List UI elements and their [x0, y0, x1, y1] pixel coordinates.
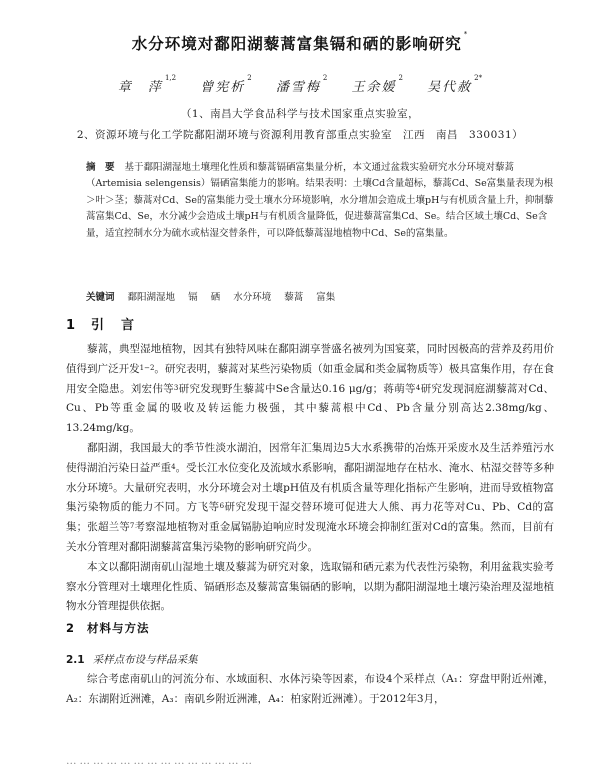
methods-body: [66, 670, 554, 710]
author: 章 萍$^{1,2}$: [117, 74, 177, 95]
section-heading-introduction: 1 引 言: [66, 318, 137, 333]
abstract-label: 摘 要: [86, 162, 115, 173]
author: 潘雪梅$^2$: [275, 74, 328, 95]
author: 曾宪析$^2$: [200, 74, 252, 95]
paragraph: 本文以鄱阳湖南矶山湿地土壤及藜蒿为研究对象，选取镉和硒元素为代表性污染物，利用盆栽实验考察水分管理对土壤理化性质、镉硒形态及藜蒿富集镉硒的影响，以期为鄱阳湖湿地土壤污染治理及湿地植物水分管理提供依据。: [66, 560, 554, 613]
author: 吴代赦$^{2*}$: [427, 74, 483, 95]
keyword: 硒: [210, 292, 221, 303]
keywords-label: 关键词: [86, 292, 115, 303]
keywords: [86, 291, 554, 305]
introduction-body: [66, 340, 554, 617]
title-footnote-mark: *: [463, 30, 469, 38]
section-heading-methods: 2 材料与方法: [66, 621, 150, 635]
author-list: [0, 76, 600, 95]
affiliation-1: （1、南昌大学食品科学与技术国家重点实验室，: [180, 108, 420, 120]
keyword: 鄱阳湖湿地: [127, 292, 176, 303]
abstract-text: 基于鄱阳湖湿地土壤理化性质和藜蒿镉硒富集量分析，本文通过盆栽实验研究水分环境对藜蒿（Artemisia selengensis）镉硒富集能力的影响。结果表明：土壤Cd含量超标，藜蒿Cd、Se富集量表现为根＞叶＞茎；藜蒿对Cd、Se的富集能力受土壤水分环境影响，水分增加会造成土壤pH与有机质含量上升，抑制藜蒿富集Cd、Se，水分减少会造成土壤pH与有机质含量降低，促进藜蒿富集Cd、Se。结合区域土壤Cd、Se含量，适宜控制水分为硫水或枯湿交替条件，可以降低藜蒿湿地植物中Cd、Se的富集量。: [86, 162, 554, 239]
abstract: [86, 160, 554, 242]
subsection-heading: 2.1 采样点布设与样品采集: [66, 654, 198, 666]
affiliation-2: 2、资源环境与化工学院鄱阳湖环境与资源利用教育部重点实验室 江西 南昌 330031）: [76, 129, 524, 141]
paper-title: [0, 32, 600, 54]
truncated-line: ……………………………………: [66, 755, 255, 767]
keyword: 藜蒿: [284, 292, 304, 303]
keyword: 水分环境: [233, 292, 272, 303]
author: 王余媛$^2$: [351, 74, 403, 95]
paragraph: 藜蒿，典型湿地植物，因其有独特风味在鄱阳湖享誉盛名被列为国宴菜，同时因极高的营养及药用价值得到广泛开发$^{1-2}$。研究表明，藜蒿对某些污染物质（如重金属和类金属物质等）极具富集作用，存在食用安全隐患。刘宏伟等$^3$研究发现野生藜蒿中Se含量达0.16 μg/g；蒋萌等$^4$研究发现洞庭湖藜蒿对Cd、Cu、Pb等重金属的吸收及转运能力极强，其中藜蒿根中Cd、Pb含量分别高达2.38mg/kg、13.24mg/kg。: [66, 343, 555, 435]
keyword: 镉: [188, 292, 198, 303]
paragraph: 鄱阳湖，我国最大的季节性淡水湖泊，因常年汇集周边5大水系携带的冶炼开采废水及生活养殖污水使得湖泊污染日益严重$^4$。受长江水位变化及流域水系影响，鄱阳湖湿地存在枯水、淹水、枯湿交替等多种水分环境$^5$。大量研究表明，水分环境会对土壤pH值及有机质含量等理化指标产生影响，进而导致植物富集污染物质的能力不同。方飞等$^6$研究发现干湿交替环境可促进大人熊、再力花等对Cu、Pb、Cd的富集；张超兰等$^7$考察湿地植物对重金属镉胁迫响应时发现淹水环境会抑制红蛋对Cd的富集。然而，目前有关水分管理对鄱阳湖藜蒿富集污染物的影响研究尚少。: [66, 441, 555, 553]
title-text: 水分环境对鄱阳湖藜蒿富集镉和硒的影响研究: [131, 35, 462, 53]
paragraph: 综合考虑南矶山的河流分布、水域面积、水体污染等因素，布设4个采样点（A₁：穿盘甲附近州滩，A₂：东湖附近洲滩，A₃：南矶乡附近洲滩，A₄：柏家附近洲滩）。于2012年3月，: [66, 673, 554, 705]
keyword: 富集: [316, 292, 336, 303]
